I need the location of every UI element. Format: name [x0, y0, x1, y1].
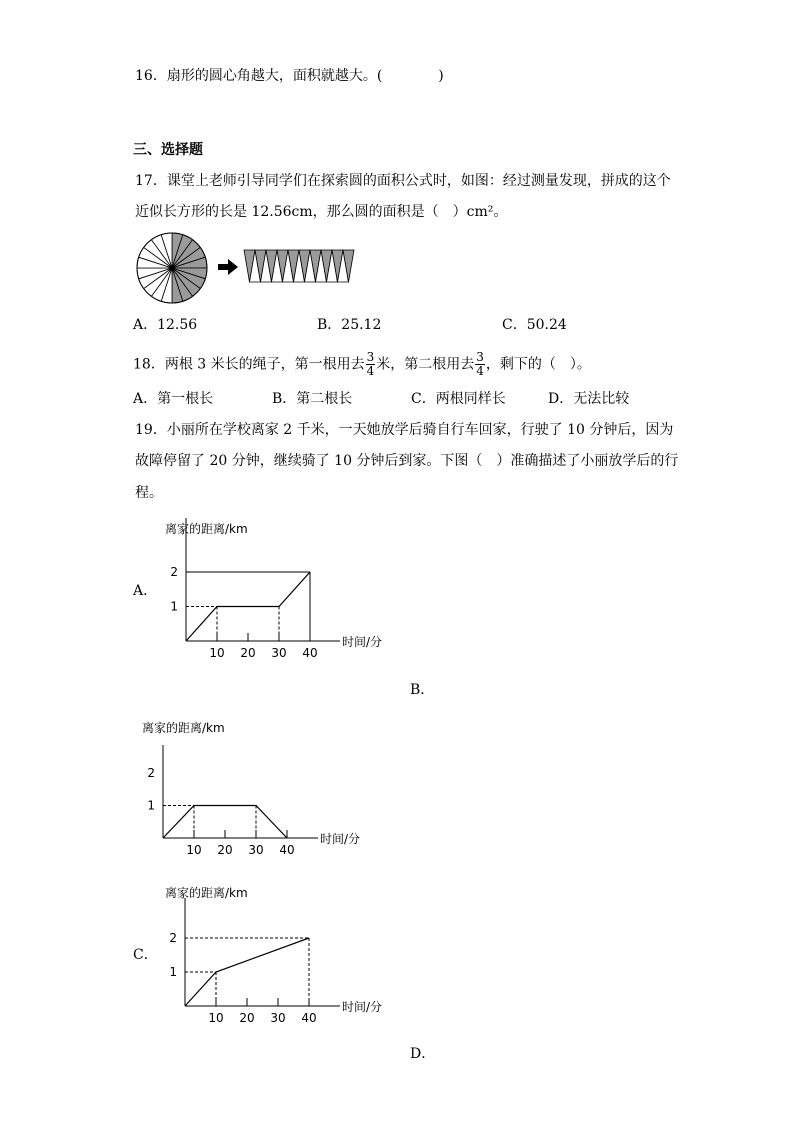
- q18-option-a[interactable]: A．第一根长: [133, 391, 214, 407]
- graph-option-d-label[interactable]: D．: [410, 1046, 436, 1062]
- q17-option-b[interactable]: B．25.12: [317, 317, 382, 333]
- q16-text: 16．扇形的圆心角越大，面积就越大。( ): [135, 68, 444, 84]
- y-tick-label: 1: [147, 798, 155, 813]
- x-axis-label: 时间/分: [320, 832, 361, 846]
- x-tick-label: 40: [301, 1011, 317, 1025]
- q18-option-b[interactable]: B．第二根长: [272, 391, 353, 407]
- q17-option-c[interactable]: C．50.24: [502, 317, 567, 333]
- y-tick-label: 1: [169, 965, 177, 979]
- x-tick-label: 10: [208, 1011, 224, 1025]
- x-tick-label: 20: [239, 1011, 255, 1025]
- q19-line2: 故障停留了 20 分钟，继续骑了 10 分钟后到家。下图（ ）准确描述了小丽放学后的行: [135, 453, 679, 469]
- y-axis-label: 离家的距离/km: [165, 522, 248, 536]
- q19-line3: 程。: [135, 485, 163, 501]
- y-axis-label: 离家的距离/km: [165, 886, 248, 900]
- y-axis-label: 离家的距离/km: [142, 721, 225, 735]
- frac2-den: 4: [476, 364, 484, 378]
- q17-option-a[interactable]: A．12.56: [133, 317, 198, 333]
- graph-option-b-label[interactable]: B．: [410, 682, 435, 698]
- q19-line1: 19．小丽所在学校离家 2 千米，一天她放学后骑自行车回家，行驶了 10 分钟后，因为: [135, 422, 674, 438]
- graph-option-c-label[interactable]: C．: [133, 947, 158, 963]
- frac1-num: 3: [366, 350, 375, 364]
- q18-part1: 18．两根 3 米长的绳子，第一根用去: [133, 356, 365, 373]
- frac1-den: 4: [366, 364, 375, 378]
- x-axis-label: 时间/分: [342, 635, 383, 649]
- section-title: 三、选择题: [133, 142, 203, 158]
- x-tick-label: 10: [186, 843, 202, 857]
- q18-option-c[interactable]: C．两根同样长: [411, 391, 506, 407]
- x-tick-label: 40: [302, 646, 318, 660]
- q18-part2: 米，第二根用去: [376, 356, 475, 373]
- y-tick-label: 2: [170, 565, 178, 579]
- q18-part3: ，剩下的（ ）。: [485, 356, 591, 373]
- x-tick-label: 30: [271, 646, 287, 660]
- x-axis-label: 时间/分: [342, 1000, 383, 1014]
- graph-option-a-label[interactable]: A．: [133, 583, 158, 599]
- x-tick-label: 20: [217, 843, 233, 857]
- frac2-num: 3: [476, 350, 484, 364]
- x-tick-label: 30: [248, 843, 264, 857]
- q17-line1: 17．课堂上老师引导同学们在探索圆的面积公式时，如图：经过测量发现，拼成的这个: [135, 173, 671, 189]
- x-tick-label: 30: [270, 1011, 286, 1025]
- x-tick-label: 10: [209, 646, 225, 660]
- x-tick-label: 20: [240, 646, 256, 660]
- y-tick-label: 2: [147, 766, 155, 780]
- x-tick-label: 40: [279, 843, 295, 857]
- q17-line2: 近似长方形的长是 12.56cm，那么圆的面积是（ ）cm²。: [135, 204, 508, 220]
- q18-option-d[interactable]: D．无法比较: [548, 391, 630, 407]
- series-line: [185, 938, 309, 1006]
- y-tick-label: 1: [170, 599, 178, 614]
- y-tick-label: 2: [169, 931, 177, 945]
